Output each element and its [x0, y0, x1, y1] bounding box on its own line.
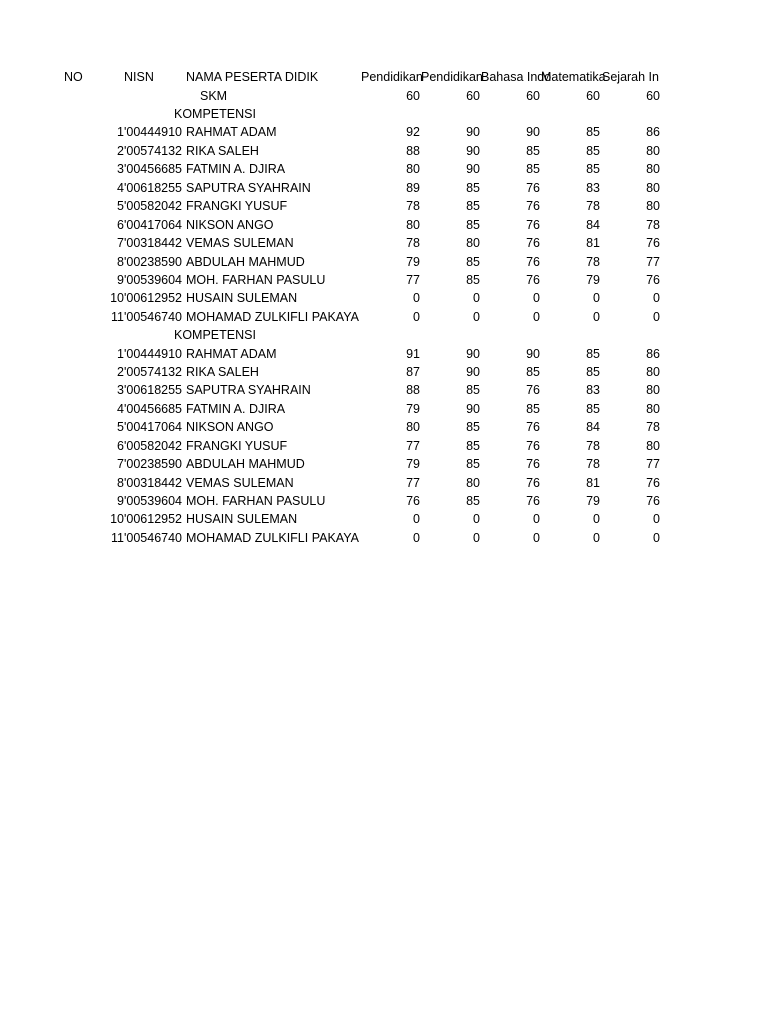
row-score: 0 — [593, 310, 600, 324]
row-score: 76 — [526, 420, 540, 434]
table-row — [0, 510, 768, 528]
row-score: 80 — [646, 144, 660, 158]
row-score: 77 — [406, 273, 420, 287]
row-name: MOHAMAD ZULKIFLI PAKAYA — [186, 310, 359, 324]
row-nisn: '00618255 — [124, 181, 183, 195]
row-score: 89 — [406, 181, 420, 195]
table-row — [0, 474, 768, 492]
row-score: 85 — [466, 457, 480, 471]
row-no: 6 — [117, 439, 124, 453]
row-name: MOHAMAD ZULKIFLI PAKAYA — [186, 531, 359, 545]
row-score: 80 — [466, 476, 480, 490]
header-subject: Matematika — [541, 70, 606, 84]
row-score: 85 — [466, 420, 480, 434]
row-score: 80 — [406, 218, 420, 232]
row-score: 77 — [406, 476, 420, 490]
row-score: 0 — [593, 291, 600, 305]
header-nama: NAMA PESERTA DIDIK — [186, 70, 319, 84]
row-no: 3 — [117, 383, 124, 397]
row-score: 91 — [406, 347, 420, 361]
row-nisn: '00612952 — [124, 291, 183, 305]
row-score: 77 — [646, 457, 660, 471]
skm-value: 60 — [406, 89, 420, 103]
row-score: 80 — [646, 181, 660, 195]
row-score: 79 — [586, 273, 600, 287]
section-label: KOMPETENSI — [174, 328, 256, 342]
row-score: 83 — [586, 181, 600, 195]
row-score: 0 — [533, 512, 540, 526]
row-nisn: '00318442 — [124, 476, 183, 490]
table-row — [0, 123, 768, 141]
header-subject: Sejarah In — [602, 70, 659, 84]
row-score: 0 — [413, 291, 420, 305]
row-score: 81 — [586, 476, 600, 490]
row-nisn: '00417064 — [124, 420, 183, 434]
table-row — [0, 437, 768, 455]
table-row — [0, 142, 768, 160]
row-nisn: '00582042 — [124, 439, 183, 453]
row-score: 84 — [586, 218, 600, 232]
row-no: 6 — [117, 218, 124, 232]
row-no: 9 — [117, 494, 124, 508]
table-row — [0, 271, 768, 289]
row-no: 1 — [117, 125, 124, 139]
row-score: 86 — [646, 125, 660, 139]
skm-value: 60 — [466, 89, 480, 103]
row-score: 76 — [526, 476, 540, 490]
row-nisn: '00618255 — [124, 383, 183, 397]
row-no: 3 — [117, 162, 124, 176]
row-score: 78 — [406, 236, 420, 250]
row-name: NIKSON ANGO — [186, 420, 274, 434]
row-no: 1 — [117, 347, 124, 361]
row-score: 76 — [646, 236, 660, 250]
row-score: 78 — [586, 199, 600, 213]
row-score: 90 — [466, 144, 480, 158]
row-nisn: '00318442 — [124, 236, 183, 250]
row-nisn: '00444910 — [124, 347, 183, 361]
row-score: 0 — [653, 310, 660, 324]
row-score: 76 — [646, 494, 660, 508]
row-score: 0 — [413, 531, 420, 545]
row-score: 90 — [466, 347, 480, 361]
table-row — [0, 160, 768, 178]
row-name: RAHMAT ADAM — [186, 347, 277, 361]
row-score: 85 — [526, 365, 540, 379]
row-score: 90 — [466, 365, 480, 379]
row-name: HUSAIN SULEMAN — [186, 291, 298, 305]
row-score: 77 — [646, 255, 660, 269]
row-name: ABDULAH MAHMUD — [186, 255, 305, 269]
row-score: 78 — [586, 439, 600, 453]
header-nisn: NISN — [124, 70, 154, 84]
row-name: SAPUTRA SYAHRAIN — [186, 181, 311, 195]
row-score: 90 — [466, 162, 480, 176]
row-score: 80 — [406, 162, 420, 176]
table-row — [0, 197, 768, 215]
skm-label: SKM — [200, 89, 228, 103]
row-score: 85 — [586, 347, 600, 361]
row-score: 78 — [646, 420, 660, 434]
row-score: 80 — [646, 199, 660, 213]
row-nisn: '00546740 — [124, 531, 183, 545]
row-score: 0 — [533, 531, 540, 545]
row-no: 10 — [110, 291, 124, 305]
row-score: 0 — [533, 310, 540, 324]
row-score: 76 — [526, 383, 540, 397]
header-subject: Bahasa Indo — [481, 70, 552, 84]
row-nisn: '00417064 — [124, 218, 183, 232]
row-score: 0 — [593, 531, 600, 545]
row-score: 0 — [653, 531, 660, 545]
row-score: 80 — [646, 383, 660, 397]
row-score: 0 — [473, 310, 480, 324]
row-score: 76 — [646, 273, 660, 287]
row-no: 11 — [111, 531, 124, 545]
row-nisn: '00539604 — [124, 273, 183, 287]
skm-row — [0, 87, 768, 105]
row-name: SAPUTRA SYAHRAIN — [186, 383, 311, 397]
row-name: MOH. FARHAN PASULU — [186, 494, 326, 508]
row-score: 0 — [533, 291, 540, 305]
row-score: 80 — [646, 365, 660, 379]
row-no: 7 — [117, 457, 124, 471]
row-score: 85 — [466, 218, 480, 232]
row-score: 0 — [473, 531, 480, 545]
row-score: 0 — [413, 512, 420, 526]
row-no: 2 — [117, 144, 124, 158]
row-score: 85 — [526, 162, 540, 176]
row-score: 84 — [586, 420, 600, 434]
table-row — [0, 253, 768, 271]
row-score: 76 — [526, 255, 540, 269]
row-score: 76 — [526, 236, 540, 250]
header-subject: Pendidikan — [361, 70, 423, 84]
row-no: 10 — [110, 512, 124, 526]
row-name: RAHMAT ADAM — [186, 125, 277, 139]
row-score: 90 — [526, 347, 540, 361]
row-score: 78 — [646, 218, 660, 232]
row-name: FRANGKI YUSUF — [186, 439, 288, 453]
row-score: 78 — [586, 457, 600, 471]
row-score: 86 — [646, 347, 660, 361]
row-score: 90 — [526, 125, 540, 139]
row-score: 85 — [586, 125, 600, 139]
row-no: 4 — [117, 181, 124, 195]
row-nisn: '00238590 — [124, 255, 183, 269]
row-score: 76 — [406, 494, 420, 508]
row-score: 85 — [586, 402, 600, 416]
table-row — [0, 381, 768, 399]
table-row — [0, 400, 768, 418]
row-score: 85 — [466, 181, 480, 195]
skm-value: 60 — [586, 89, 600, 103]
row-no: 11 — [111, 310, 124, 324]
row-score: 88 — [406, 144, 420, 158]
row-score: 0 — [473, 291, 480, 305]
row-nisn: '00456685 — [124, 402, 183, 416]
row-score: 90 — [466, 402, 480, 416]
row-score: 77 — [406, 439, 420, 453]
row-nisn: '00444910 — [124, 125, 183, 139]
header-row — [0, 68, 768, 86]
section-label-row — [0, 326, 768, 344]
section-label-row — [0, 105, 768, 123]
row-nisn: '00546740 — [124, 310, 183, 324]
row-nisn: '00456685 — [124, 162, 183, 176]
row-score: 80 — [646, 162, 660, 176]
row-score: 78 — [406, 199, 420, 213]
row-score: 0 — [473, 512, 480, 526]
row-no: 5 — [117, 420, 124, 434]
row-score: 92 — [406, 125, 420, 139]
section-label: KOMPETENSI — [174, 107, 256, 121]
row-score: 85 — [466, 199, 480, 213]
row-name: RIKA SALEH — [186, 365, 259, 379]
row-no: 2 — [117, 365, 124, 379]
row-score: 0 — [653, 291, 660, 305]
table-row — [0, 234, 768, 252]
row-score: 76 — [526, 218, 540, 232]
table-row — [0, 492, 768, 510]
table-row — [0, 345, 768, 363]
row-no: 7 — [117, 236, 124, 250]
table-row — [0, 179, 768, 197]
row-score: 85 — [586, 162, 600, 176]
row-score: 76 — [526, 494, 540, 508]
row-score: 85 — [466, 439, 480, 453]
row-no: 8 — [117, 255, 124, 269]
table-row — [0, 216, 768, 234]
row-score: 79 — [406, 255, 420, 269]
row-score: 79 — [406, 402, 420, 416]
row-score: 78 — [586, 255, 600, 269]
row-score: 79 — [406, 457, 420, 471]
row-score: 88 — [406, 383, 420, 397]
row-score: 85 — [466, 383, 480, 397]
row-nisn: '00582042 — [124, 199, 183, 213]
row-score: 79 — [586, 494, 600, 508]
row-score: 85 — [466, 273, 480, 287]
row-name: NIKSON ANGO — [186, 218, 274, 232]
row-score: 0 — [593, 512, 600, 526]
row-score: 85 — [466, 255, 480, 269]
row-score: 76 — [646, 476, 660, 490]
row-name: FATMIN A. DJIRA — [186, 402, 286, 416]
skm-value: 60 — [526, 89, 540, 103]
row-score: 0 — [653, 512, 660, 526]
header-no: NO — [64, 70, 83, 84]
row-nisn: '00574132 — [124, 144, 183, 158]
row-no: 5 — [117, 199, 124, 213]
row-score: 83 — [586, 383, 600, 397]
row-name: MOH. FARHAN PASULU — [186, 273, 326, 287]
header-subject: Pendidikan — [421, 70, 483, 84]
table-row — [0, 289, 768, 307]
row-score: 81 — [586, 236, 600, 250]
row-score: 76 — [526, 181, 540, 195]
row-name: RIKA SALEH — [186, 144, 259, 158]
row-score: 76 — [526, 439, 540, 453]
row-name: HUSAIN SULEMAN — [186, 512, 298, 526]
row-name: VEMAS SULEMAN — [186, 236, 294, 250]
row-score: 76 — [526, 199, 540, 213]
row-nisn: '00574132 — [124, 365, 183, 379]
row-score: 85 — [586, 144, 600, 158]
row-nisn: '00539604 — [124, 494, 183, 508]
table-row — [0, 418, 768, 436]
table-row — [0, 308, 768, 326]
row-name: VEMAS SULEMAN — [186, 476, 294, 490]
row-no: 8 — [117, 476, 124, 490]
skm-value: 60 — [646, 89, 660, 103]
row-score: 85 — [466, 494, 480, 508]
table-row — [0, 363, 768, 381]
row-score: 80 — [406, 420, 420, 434]
row-nisn: '00238590 — [124, 457, 183, 471]
row-nisn: '00612952 — [124, 512, 183, 526]
table-row — [0, 455, 768, 473]
row-score: 0 — [413, 310, 420, 324]
row-score: 80 — [646, 439, 660, 453]
row-score: 80 — [466, 236, 480, 250]
row-score: 85 — [526, 144, 540, 158]
row-score: 76 — [526, 457, 540, 471]
row-name: FRANGKI YUSUF — [186, 199, 288, 213]
row-no: 9 — [117, 273, 124, 287]
row-score: 85 — [526, 402, 540, 416]
row-score: 76 — [526, 273, 540, 287]
row-score: 80 — [646, 402, 660, 416]
table-row — [0, 529, 768, 547]
row-name: ABDULAH MAHMUD — [186, 457, 305, 471]
row-score: 87 — [406, 365, 420, 379]
row-score: 85 — [586, 365, 600, 379]
row-no: 4 — [117, 402, 124, 416]
row-score: 90 — [466, 125, 480, 139]
row-name: FATMIN A. DJIRA — [186, 162, 286, 176]
